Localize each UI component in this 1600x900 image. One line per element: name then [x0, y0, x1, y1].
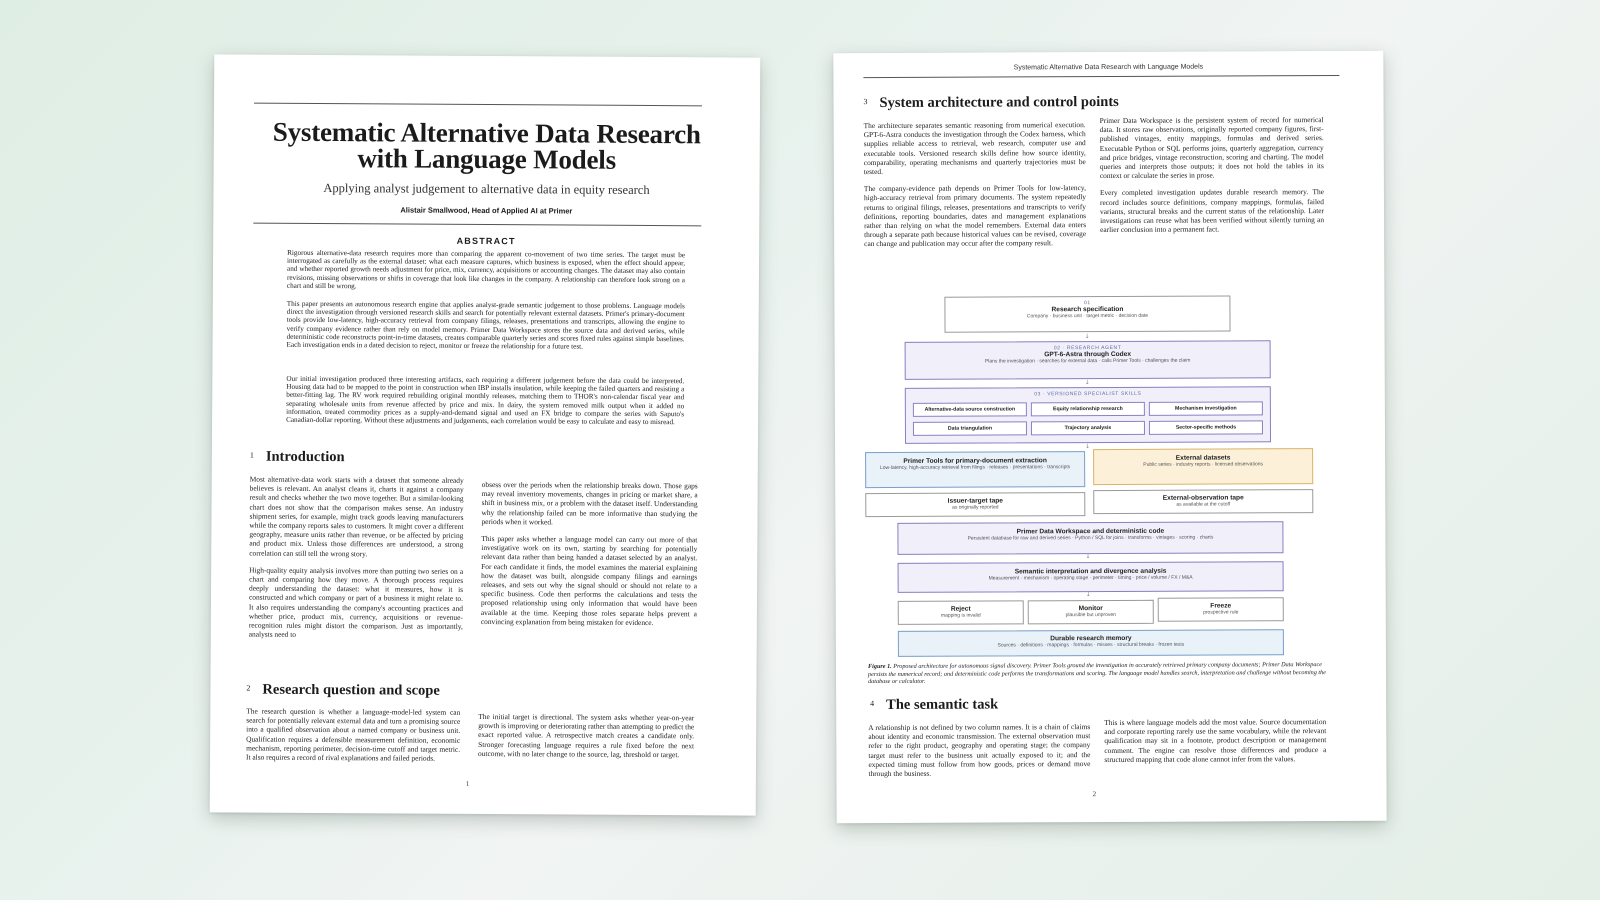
intro-left-column: [249, 475, 464, 649]
box-title: GPT-6-Astra through Codex: [1044, 350, 1132, 359]
semantic-task-right-column: [1104, 717, 1326, 772]
section-title: Introduction: [265, 448, 345, 466]
skill-chip: Trajectory analysis: [1031, 421, 1145, 435]
section-heading-introduction: [250, 449, 345, 467]
section-number: 1: [249, 450, 254, 460]
step-tag: 01: [1084, 300, 1091, 307]
box-title: External datasets: [1175, 454, 1231, 462]
paper-page-2: [833, 51, 1386, 823]
body-paragraph: The research question is whether a language-model-led system can search for potentially relevant external data and turn a promising source into a qualified observation about a named company or business unit. Qualification requires a defensible measurement definition, economic mechanism, reporting perimeter, decision-time cutoff and target metric. It also requires a record of rival explanations and failed periods.: [246, 706, 461, 763]
skill-chip: Alternative-data source construction: [913, 402, 1027, 416]
box-title: Primer Data Workspace and deterministic code: [1016, 527, 1165, 536]
title-top-rule: [254, 103, 702, 107]
box-title: External-observation tape: [1162, 494, 1244, 502]
abstract-paragraph: Rigorous alternative-data research requires more than comparing the apparent co-movement of two time series. The target must be interrogated as carefully as the external dataset: what each measure captures, which business is exposed, when the effect should appear, and whether reported growth needs adjustment for price, mix, currency, acquisitions or accounting changes. The dataset may also contain revisions, missing observations or shifts in coverage that look like changes in the company. A relationship can therefore look strong on a chart and still be wrong.: [286, 248, 686, 291]
body-paragraph: This paper asks whether a language model can carry out more of that investigative work on its own, starting by searching for potentially relevant data rather than being handed a dataset selected by an analyst. For each candidate it finds, the model examines the material explaining how the dataset was built, alongside company filings and earnings releases, and sets out why the signal should or should not relate to a specific business. Code then performs the calculations and tests the proposed relationship using only information that would have been available at the time. Keeping those roles separate helps prevent a convincing explanation from being mistaken for evidence.: [480, 533, 698, 627]
semantic-task-left-column: [868, 722, 1090, 786]
diagram-box-research-specification: [944, 295, 1230, 332]
box-subtitle: mapping is invalid: [940, 612, 981, 619]
page-number: 2: [1092, 790, 1097, 799]
title-bottom-rule: [253, 223, 701, 227]
running-head: Systematic Alternative Data Research with Language Models: [1013, 63, 1204, 72]
box-subtitle: as originally reported: [952, 504, 999, 511]
diagram-box-issuer-target-tape: [865, 492, 1085, 517]
abstract-paragraph: This paper presents an autonomous research engine that applies analyst-grade semantic judgement to those problems. Language models direct the investigation through versioned research skills and search for potentially relevant external datasets. Primer's primary-document tools provide low-latency, high-accuracy retrieval from company filings, releases, presentations and transcripts, allowing the engine to verify company evidence rather than rely on model memory. Primer Data Workspace stores the source data and derived series, while deterministic code reconstructs point-in-time datasets, creates comparable quarterly series and scores fixed rules against simple baselines. Each investigation ends in a dated decision to reject, monitor or freeze the relationship for a future test.: [286, 299, 685, 351]
diagram-box-research-agent: [905, 340, 1271, 380]
skill-chip: Mechanism investigation: [1149, 401, 1263, 415]
box-title: Semantic interpretation and divergence analysis: [1014, 567, 1167, 576]
section-title: The semantic task: [886, 696, 999, 713]
body-paragraph: A relationship is not defined by two column names. It is a chain of claims about identity and economic transmission. The external observation must refer to the right product, geography and operating stage; the company target must refer to the business unit actually exposed to it; and the expected timing must follow from how goods, prices or demand move through the business.: [868, 722, 1091, 779]
diagram-box-external-observation-tape: [1093, 489, 1313, 514]
down-arrow-icon: ↓: [1084, 333, 1090, 341]
box-subtitle: Low-latency, high-accuracy retrieval from filings · releases · presentations · transcripts: [879, 464, 1071, 472]
diagram-box-external-datasets: [1093, 448, 1313, 485]
down-arrow-icon: ↓: [1085, 443, 1091, 451]
diagram-box-reject: [898, 600, 1024, 625]
paper-author: Alistair Smallwood, Head of Applied AI at Primer: [400, 205, 573, 216]
section-title: Research question and scope: [262, 681, 440, 699]
page-number: 1: [465, 779, 470, 788]
step-tag: 03 · VERSIONED SPECIALIST SKILLS: [1034, 390, 1142, 398]
box-subtitle: as available at the cutoff: [1176, 501, 1231, 508]
abstract-heading: ABSTRACT: [456, 235, 516, 247]
paper-subtitle: Applying analyst judgement to alternative data in equity research: [323, 181, 650, 198]
box-subtitle: Plans the investigation · searches for external data · calls Primer Tools · challenges the claim: [984, 357, 1191, 365]
body-paragraph: High-quality equity analysis involves more than putting two series on a chart and comparing how they move. A thorough process requires deeply understanding the dataset: what it measures, how it is constructed and which company or part of a business it might relate to. It also requires understanding the company's accounting practices and whether price, product mix, currency, acquisitions or revenue-recognition rules might distort the comparison. Just as importantly, analysts need to: [248, 565, 464, 640]
diagram-box-freeze: [1158, 597, 1284, 622]
body-paragraph: Primer Data Workspace is the persistent system of record for numerical data. It stores raw observations, originally reported company figures, first-published vintages, entity mappings, formulas and derived series. Executable Python or SQL performs joins, quarterly aggregation, currency and price bridges, vintage reconstruction, scoring and charting. The model queries and interprets those outputs; it does not hold the tables in its context or calculate the series in prose.: [1099, 115, 1324, 181]
box-subtitle: Public series · industry reports · licensed observations: [1143, 461, 1264, 468]
skill-chip: Sector-specific methods: [1149, 420, 1263, 434]
body-paragraph: The architecture separates semantic reasoning from numerical execution. GPT-6-Astra conducts the investigation through the Codex harness, which supplies reliable access to retrieval, web research, computer use and executable tools. Versioned research skills define how source identity, comparability, operating mechanisms and quarterly trajectories must be tested.: [863, 120, 1086, 177]
down-arrow-icon: ↓: [1085, 553, 1091, 561]
figure-caption: [868, 661, 1326, 686]
box-title: Freeze: [1210, 602, 1232, 610]
paper-title: Systematic Alternative Data Research with Language Models: [272, 116, 701, 175]
scope-right-column: [478, 712, 694, 767]
section-title: System architecture and control points: [879, 93, 1119, 112]
diagram-box-semantic-interpretation: [898, 561, 1284, 593]
body-paragraph: The company-evidence path depends on Primer Tools for low-latency, high-accuracy retrieval from primary documents. The system repeatedly returns to original filings, releases, presentations and transcripts to verify definitions, reporting boundaries, dates and management explanations rather than relying on what the model remembers. External data enters through a separate path because historical values can be revised, coverage can change and publication may occur after the company result.: [863, 183, 1087, 249]
section-number: 4: [870, 699, 875, 709]
section-number: 2: [246, 683, 251, 693]
body-paragraph: Every completed investigation updates durable research memory. The record includes source definitions, company mappings, formulas, failed variants, structural breaks and the current status of the relationship. Later investigations can reuse what has been verified without silently turning an earlier conclusion into a permanent fact.: [1099, 187, 1325, 235]
body-paragraph: Most alternative-data work starts with a dataset that someone already believes is relevant. An analyst cleans it, charts it against a company result and checks whether the two move together. But a similar-looking chart does not show that the comparison makes sense. An industry shipment series, for example, might track goods leaving manufacturers while the company reports sales to customers. It might cover a different geography, measure units rather than revenue, or be affected by pricing and product mix. Unless those differences are understood, a strong correlation can still tell the wrong story.: [249, 474, 464, 558]
box-title: Reject: [950, 605, 971, 613]
down-arrow-icon: ↓: [1084, 379, 1090, 387]
diagram-box-research-memory: [898, 629, 1284, 657]
box-subtitle: plausible but unproven: [1065, 611, 1116, 619]
skill-chip: Equity relationship research: [1031, 402, 1145, 416]
down-arrow-icon: ↓: [1085, 591, 1091, 599]
skill-chip: Data triangulation: [913, 421, 1027, 435]
box-title: Durable research memory: [1050, 634, 1132, 643]
paper-page-1: [210, 54, 761, 815]
box-subtitle: Measurement · mechanism · operating stage · perimeter · timing · price / volume / FX / M&A: [988, 574, 1193, 582]
diagram-box-data-workspace: [897, 521, 1283, 555]
box-subtitle: Company · business unit · target metric · decision date: [1026, 312, 1149, 320]
box-title: Issuer-target tape: [947, 497, 1003, 505]
body-paragraph: obsess over the periods when the relationship breaks down. Those gaps may reveal inventory movements, changes in pricing or market share, a shift in business mix, or a problem with the dataset itself. Understanding why the relationship failed can be more informative than studying the periods when it worked.: [481, 479, 698, 527]
box-subtitle: prospective rule: [1203, 609, 1239, 616]
section-heading-research-question: [246, 682, 439, 700]
abstract-paragraph: Our initial investigation produced three interesting artifacts, each requiring a different judgement before the data could be interpreted. Housing data had to be mapped to the point in construction when IBP installs insulation, while keeping the failed quarters and resisting a better-fitting lag. The RV work required rebuilding original monthly releases, matching them to THOR's non-calendar fiscal year and separating wholesale units from revenue affected by price and mix. In dairy, the system removed milk output when it added no information, treated commodity prices as a supply-and-demand signal and used an FX bridge to compare the series with Saputo's Canadian-dollar reporting. Without these adjustments and judgements, each correlation would be easy to calculate and easy to misread.: [286, 374, 685, 427]
scope-left-column: [246, 707, 460, 772]
diagram-box-primer-tools: [865, 451, 1085, 488]
box-subtitle: Sources · definitions · mappings · formulas · misses · structural breaks · frozen tests: [997, 641, 1185, 649]
figure-caption-text: Proposed architecture for autonomous signal discovery. Primer Tools ground the investigation in accurately retrieved primary company documents; Primer Data Workspace persists the numerical record; and deterministic code performs the transformations and scoring. The language model handles search, interpretation and challenge without becoming the database or calculator.: [868, 661, 1326, 686]
body-paragraph: The initial target is directional. The system asks whether year-on-year growth is improving or deteriorating rather than attempting to predict the exact reported value. A retrospective match creates a candidate only. Stronger forecasting language requires a rule fixed before the next outcome, with no later change to the source, lag, threshold or target.: [478, 711, 695, 760]
intro-right-column: [481, 480, 698, 635]
box-title: Monitor: [1078, 605, 1103, 613]
box-title: Research specification: [1051, 305, 1124, 314]
figure-label: Figure 1.: [867, 662, 892, 671]
box-subtitle: Persistent database for raw and derived series · Python / SQL for joins · transforms · vintages · scoring · charts: [967, 534, 1214, 542]
section-heading-semantic-task: [870, 696, 998, 714]
section-number: 3: [863, 97, 868, 107]
body-paragraph: This is where language models add the most value. Source documentation and corporate reporting rarely use the same vocabulary, while the relevant qualification may sit in a footnote, product description or management comment. The engine can resolve those differences and produce a structured mapping that code alone cannot infer from the values.: [1104, 717, 1327, 764]
box-title: Primer Tools for primary-document extraction: [903, 457, 1047, 465]
diagram-box-monitor: [1028, 600, 1154, 625]
step-tag: 02 · RESEARCH AGENT: [1053, 344, 1122, 352]
